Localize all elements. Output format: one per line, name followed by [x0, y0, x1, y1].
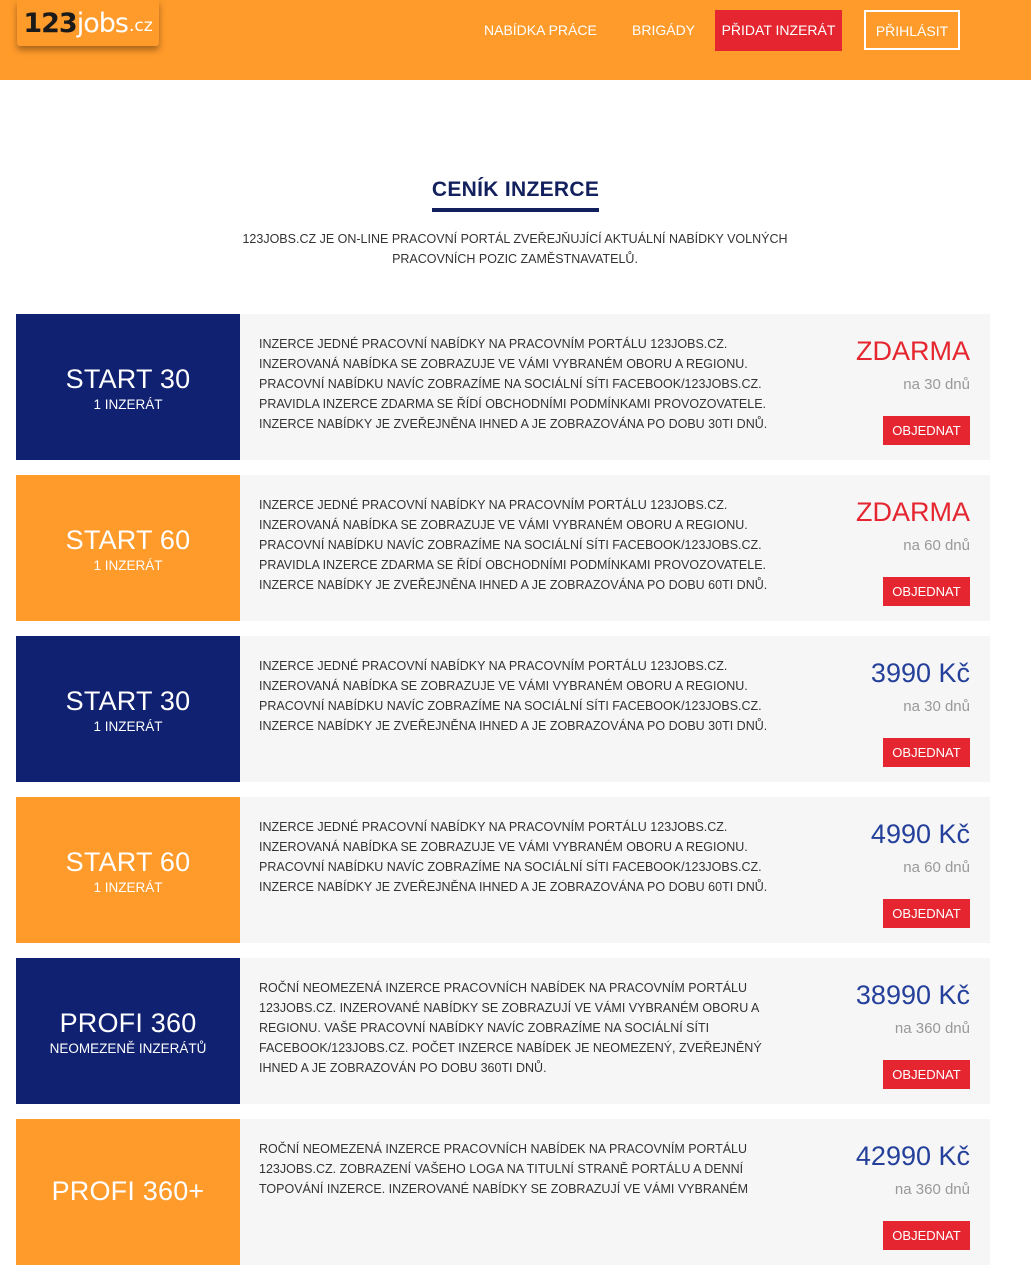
plan-name: START 30: [65, 685, 191, 716]
order-button[interactable]: OBJEDNAT: [883, 1060, 970, 1089]
page-subtitle: 123JOBS.CZ JE ON-LINE PRACOVNÍ PORTÁL ZVEŘEJŇUJÍCÍ AKTUÁLNÍ NABÍDKY VOLNÝCH PRACOVNÍCH POZIC ZAMĚSTNAVATELŮ.: [242, 232, 788, 266]
logo-tld: .cz: [128, 16, 153, 36]
plan-subtitle: 1 INZERÁT: [93, 879, 163, 895]
plan-subtitle: 1 INZERÁT: [93, 718, 163, 734]
add-ad-button[interactable]: PŘIDAT INZERÁT: [715, 10, 842, 51]
plan-badge: [16, 958, 240, 1104]
order-button[interactable]: OBJEDNAT: [883, 899, 970, 928]
plan-badge: [16, 1119, 240, 1265]
plan-badge: [16, 797, 240, 943]
plan-description: ROČNÍ NEOMEZENÁ INZERCE PRACOVNÍCH NABÍDEK NA PRACOVNÍM PORTÁLU 123JOBS.CZ. INZEROVANÉ NABÍDKY SE ZOBRAZUJÍ VE VÁMI VYBRANÉM OBORU A REGIONU. VAŠE PRACOVNÍ NABÍDKY NAVÍC ZOBRAZÍME NA SOCIÁLNÍ SÍTI FACEBOOK/123JOBS.CZ. POČET INZERCE NABÍDEK JE NEOMEZENÝ, ZVEŘEJNĚNÝ IHNED A JE ZOBRAZOVÁN PO DOBU 360TI DNŮ.: [259, 981, 762, 1075]
plan-name: START 60: [65, 524, 191, 555]
pricing-row: [16, 958, 990, 1104]
plan-subtitle: NEOMEZENĚ INZERÁTŮ: [49, 1040, 207, 1056]
plan-period: na 60 dnů: [903, 537, 970, 554]
site-logo[interactable]: [17, 0, 159, 46]
plan-price: 38990 Kč: [855, 980, 970, 1010]
plan-description: INZERCE JEDNÉ PRACOVNÍ NABÍDKY NA PRACOVNÍM PORTÁLU 123JOBS.CZ. INZEROVANÁ NABÍDKA SE ZOBRAZUJE VE VÁMI VYBRANÉM OBORU A REGIONU. PRACOVNÍ NABÍDKU NAVÍC ZOBRAZÍME NA SOCIÁLNÍ SÍTI FACEBOOK/123JOBS.CZ. INZERCE NABÍDKY JE ZVEŘEJNĚNA IHNED A JE ZOBRAZOVÁNA PO DOBU 30TI DNŮ.: [259, 659, 768, 733]
plan-badge: [16, 314, 240, 460]
page-title-wrap: [0, 178, 1031, 212]
plan-name: START 30: [65, 363, 191, 394]
plan-description: ROČNÍ NEOMEZENÁ INZERCE PRACOVNÍCH NABÍDEK NA PRACOVNÍM PORTÁLU 123JOBS.CZ. ZOBRAZENÍ VAŠEHO LOGA NA TITULNÍ STRANĚ PORTÁLU A DENNÍ TOPOVÁNÍ INZERCE. INZEROVANÉ NABÍDKY SE ZOBRAZUJÍ VE VÁMI VYBRANÉM: [259, 1142, 748, 1196]
plan-period: na 360 dnů: [894, 1020, 970, 1037]
plan-description: INZERCE JEDNÉ PRACOVNÍ NABÍDKY NA PRACOVNÍM PORTÁLU 123JOBS.CZ. INZEROVANÁ NABÍDKA SE ZOBRAZUJE VE VÁMI VYBRANÉM OBORU A REGIONU. PRACOVNÍ NABÍDKU NAVÍC ZOBRAZÍME NA SOCIÁLNÍ SÍTI FACEBOOK/123JOBS.CZ. PRAVIDLA INZERCE ZDARMA SE ŘÍDÍ OBCHODNÍMI PODMÍNKAMI PROVOZOVATELE. INZERCE NABÍDKY JE ZVEŘEJNĚNA IHNED A JE ZOBRAZOVÁNA PO DOBU 30TI DNŮ.: [259, 337, 768, 431]
pricing-row: [16, 636, 990, 782]
plan-period: na 30 dnů: [903, 376, 970, 393]
pricing-row: [16, 314, 990, 460]
order-button[interactable]: OBJEDNAT: [883, 1221, 970, 1250]
plan-description: INZERCE JEDNÉ PRACOVNÍ NABÍDKY NA PRACOVNÍM PORTÁLU 123JOBS.CZ. INZEROVANÁ NABÍDKA SE ZOBRAZUJE VE VÁMI VYBRANÉM OBORU A REGIONU. PRACOVNÍ NABÍDKU NAVÍC ZOBRAZÍME NA SOCIÁLNÍ SÍTI FACEBOOK/123JOBS.CZ. INZERCE NABÍDKY JE ZVEŘEJNĚNA IHNED A JE ZOBRAZOVÁNA PO DOBU 60TI DNŮ.: [259, 820, 768, 894]
plan-price: 3990 Kč: [870, 658, 970, 688]
plan-subtitle: 1 INZERÁT: [93, 396, 163, 412]
order-button[interactable]: OBJEDNAT: [883, 577, 970, 606]
site-header: [0, 0, 1031, 80]
plan-price: ZDARMA: [856, 336, 970, 366]
pricing-row: [16, 797, 990, 943]
logo-number: 123: [23, 7, 77, 39]
plan-name: PROFI 360+: [51, 1176, 205, 1206]
logo-word: jobs: [76, 7, 128, 39]
plan-period: na 30 dnů: [903, 698, 970, 715]
plan-price: 42990 Kč: [855, 1141, 970, 1171]
plan-price: 4990 Kč: [870, 819, 970, 849]
plan-name: PROFI 360: [59, 1007, 197, 1038]
plan-badge: [16, 475, 240, 621]
pricing-row: [16, 475, 990, 621]
order-button[interactable]: OBJEDNAT: [883, 738, 970, 767]
login-button[interactable]: PŘIHLÁSIT: [864, 10, 960, 50]
pricing-row: [16, 1119, 990, 1265]
plan-period: na 60 dnů: [903, 859, 970, 876]
nav-job-offers-link[interactable]: NABÍDKA PRÁCE: [484, 22, 597, 38]
plan-badge: [16, 636, 240, 782]
plan-period: na 360 dnů: [894, 1181, 970, 1198]
plan-name: START 60: [65, 846, 191, 877]
plan-subtitle: 1 INZERÁT: [93, 557, 163, 573]
plan-price: ZDARMA: [856, 497, 970, 527]
order-button[interactable]: OBJEDNAT: [883, 416, 970, 445]
plan-description: INZERCE JEDNÉ PRACOVNÍ NABÍDKY NA PRACOVNÍM PORTÁLU 123JOBS.CZ. INZEROVANÁ NABÍDKA SE ZOBRAZUJE VE VÁMI VYBRANÉM OBORU A REGIONU. PRACOVNÍ NABÍDKU NAVÍC ZOBRAZÍME NA SOCIÁLNÍ SÍTI FACEBOOK/123JOBS.CZ. PRAVIDLA INZERCE ZDARMA SE ŘÍDÍ OBCHODNÍMI PODMÍNKAMI PROVOZOVATELE. INZERCE NABÍDKY JE ZVEŘEJNĚNA IHNED A JE ZOBRAZOVÁNA PO DOBU 60TI DNŮ.: [259, 498, 768, 592]
nav-brigades-link[interactable]: BRIGÁDY: [632, 22, 696, 38]
page-title: CENÍK INZERCE: [432, 178, 599, 212]
